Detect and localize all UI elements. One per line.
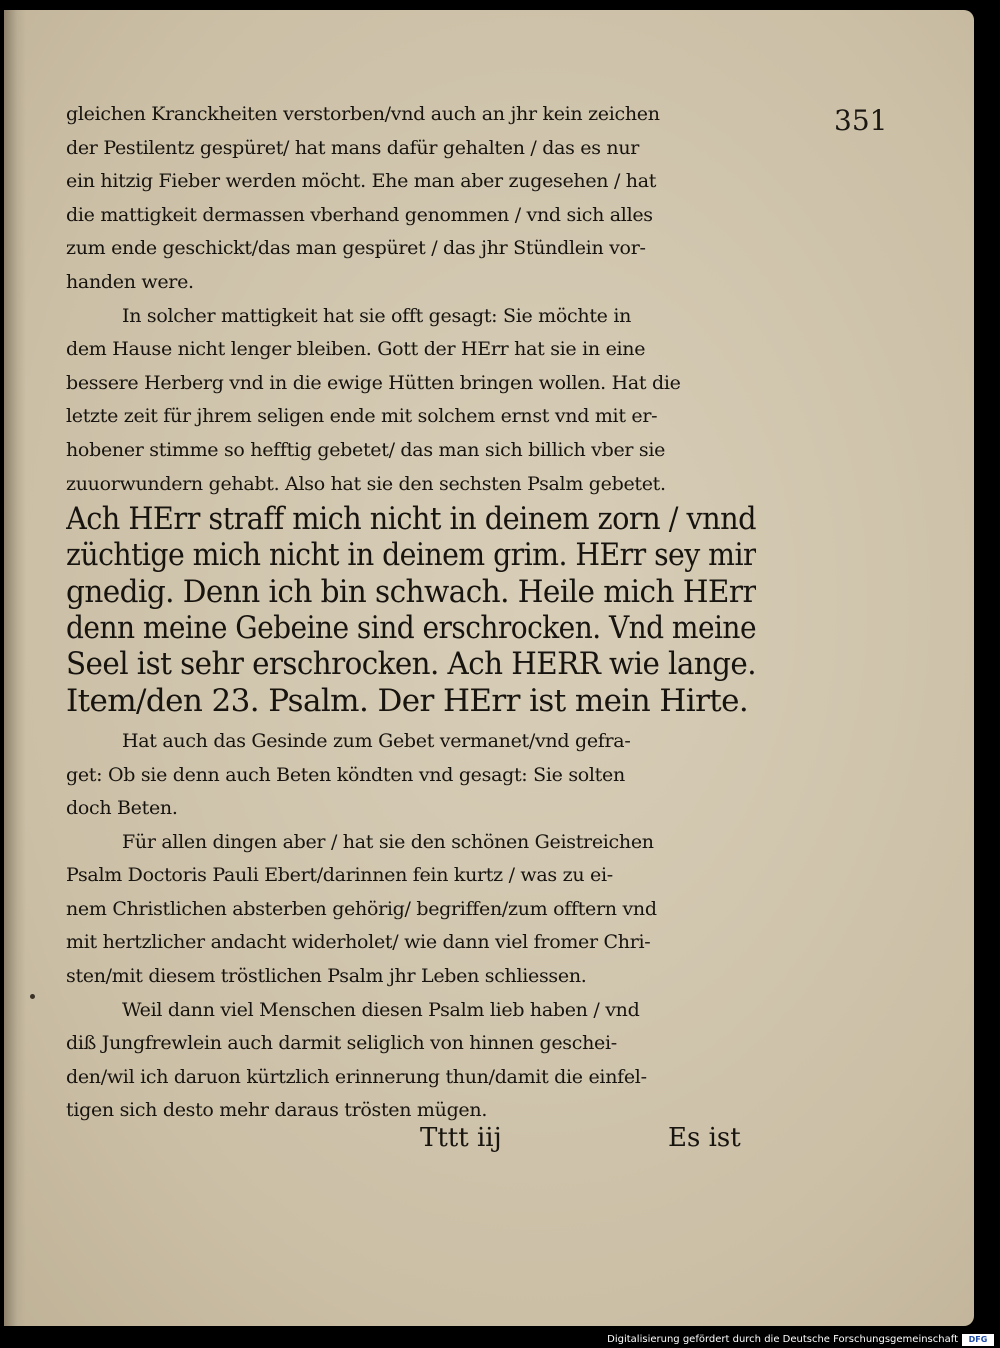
- text-line: mit hertzlicher andacht widerholet/ wie dann viel fromer Chri-: [66, 931, 651, 954]
- text-line: handen were.: [66, 270, 194, 293]
- text-line: bessere Herberg vnd in die ewige Hütten bringen wollen. Hat die: [66, 371, 681, 394]
- text-line: letzte zeit für jhrem seligen ende mit solchem ernst vnd mit er-: [66, 405, 658, 428]
- text-line: Psalm Doctoris Pauli Ebert/darinnen fein kurtz / was zu ei-: [66, 864, 613, 887]
- text-line: ein hitzig Fieber werden möcht. Ehe man aber zugesehen / hat: [66, 170, 657, 193]
- text-line: gleichen Kranckheiten verstorben/vnd auch an jhr kein zeichen: [66, 103, 660, 125]
- text-line: den/wil ich daruon kürtzlich erinnerung thun/damit die einfel-: [66, 1065, 647, 1088]
- text-line: zum ende geschickt/das man gespüret / das jhr Stündlein vor-: [66, 237, 646, 260]
- psalm-quote-line: züchtige mich nicht in deinem grim. HErr sey mir: [66, 537, 756, 574]
- psalm-quote-line: Seel ist sehr erschrocken. Ach HERR wie lange.: [66, 646, 756, 683]
- margin-mark: [30, 994, 35, 999]
- psalm-quote-line: Item/den 23. Psalm. Der HErr ist mein Hirte.: [66, 682, 749, 719]
- paragraph-start: Für allen dingen aber / hat sie den schönen Geistreichen: [122, 830, 654, 853]
- psalm-quote-line: Ach HErr straff mich nicht in deinem zorn / vnnd: [66, 501, 756, 538]
- catchword: Es ist: [668, 1123, 741, 1153]
- text-line: sten/mit diesem tröstlichen Psalm jhr Leben schliessen.: [66, 965, 587, 988]
- text-line: doch Beten.: [66, 797, 178, 820]
- digitization-credit: Digitalisierung gefördert durch die Deutsche Forschungsgemeinschaft: [607, 1334, 958, 1345]
- paragraph-start: Hat auch das Gesinde zum Gebet vermanet/vnd gefra-: [122, 729, 631, 752]
- paragraph-start: Weil dann viel Menschen diesen Psalm lieb haben / vnd: [122, 998, 640, 1021]
- text-line: diß Jungfrewlein auch darmit seliglich von hinnen geschei-: [66, 1032, 617, 1055]
- text-line: zuuorwundern gehabt. Also hat sie den sechsten Psalm gebetet.: [66, 472, 666, 495]
- paragraph-start: In solcher mattigkeit hat sie offt gesagt: Sie möchte in: [122, 304, 632, 327]
- psalm-quote-line: denn meine Gebeine sind erschrocken. Vnd meine: [66, 610, 756, 647]
- text-line: hobener stimme so hefftig gebetet/ das man sich billich vber sie: [66, 438, 666, 461]
- page-number: 351: [834, 104, 888, 137]
- text-line: der Pestilentz gespüret/ hat mans dafür gehalten / das es nur: [66, 136, 640, 159]
- page-gutter-shadow: [4, 10, 26, 1326]
- text-line: tigen sich desto mehr daraus trösten mügen.: [66, 1099, 488, 1122]
- text-line: get: Ob sie denn auch Beten köndten vnd gesagt: Sie solten: [66, 763, 625, 786]
- signature-mark: Tttt iij: [420, 1123, 502, 1153]
- text-line: nem Christlichen absterben gehörig/ begriffen/zum offtern vnd: [66, 897, 657, 920]
- body-text: [66, 98, 756, 1128]
- text-line: dem Hause nicht lenger bleiben. Gott der HErr hat sie in eine: [66, 338, 646, 361]
- psalm-quote-line: gnedig. Denn ich bin schwach. Heile mich HErr: [66, 573, 756, 610]
- dfg-logo: DFG: [962, 1334, 994, 1346]
- text-line: die mattigkeit dermassen vberhand genommen / vnd sich alles: [66, 203, 653, 226]
